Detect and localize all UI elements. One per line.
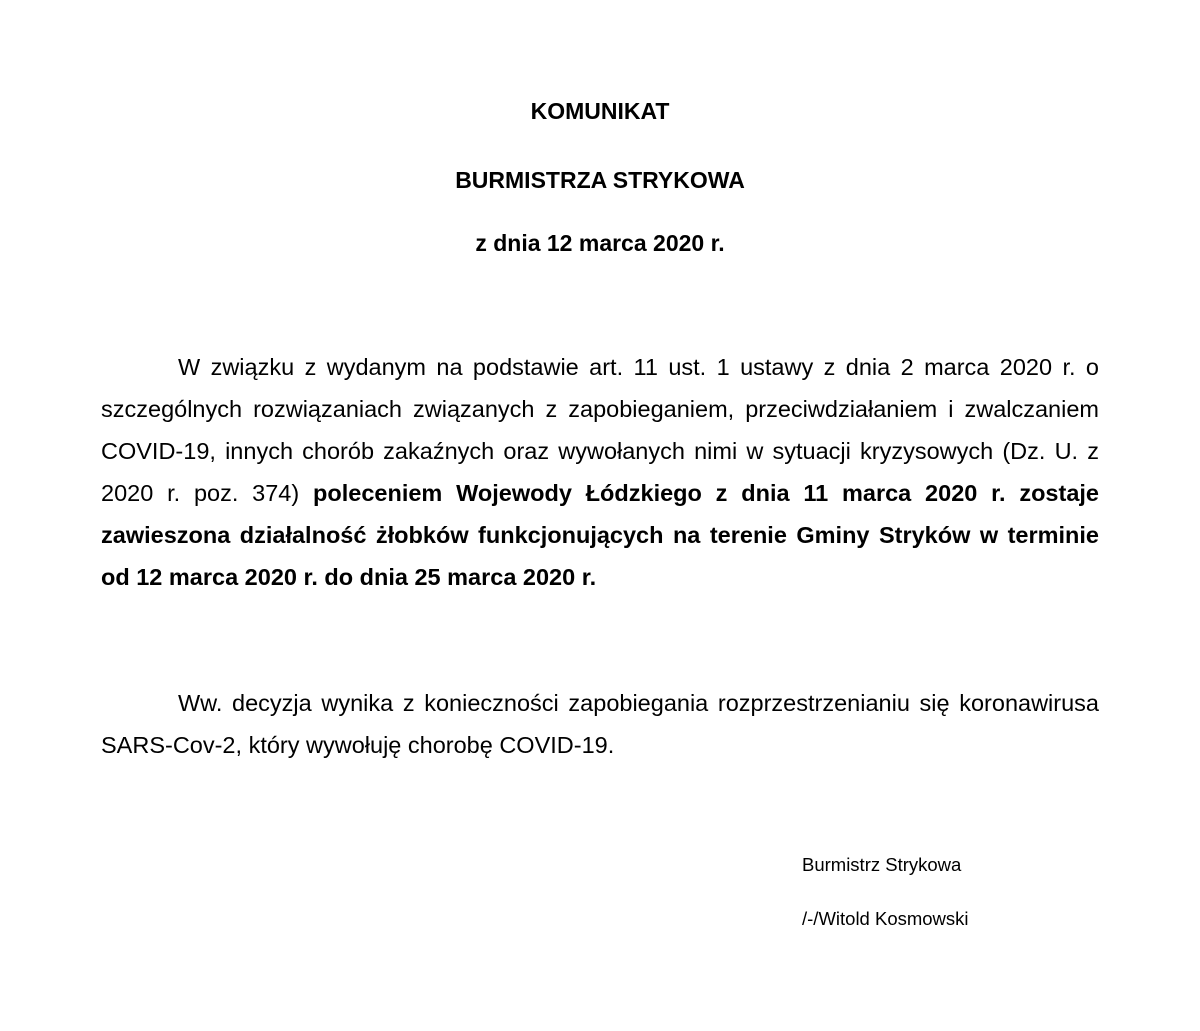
body-paragraph-reason: Ww. decyzja wynika z konieczności zapobiegania rozprzestrzenianiu się koronawirusa SARS-Cov-2, który wywołuję chorobę COVID-19. xyxy=(101,690,1099,758)
signature-name: /-/Witold Kosmowski xyxy=(802,908,969,929)
body-paragraph-announcement xyxy=(101,346,1099,598)
document-title: KOMUNIKAT xyxy=(530,98,670,124)
document-issuer: BURMISTRZA STRYKOWA xyxy=(455,167,745,193)
announcement-bold-text: poleceniem Wojewody Łódzkiego z dnia 11 marca 2020 r. zostaje zawieszona działalność żłobków funkcjonujących na terenie Gminy Stryków w terminie od 12 marca 2020 r. do dnia 25 marca 2020 r. xyxy=(101,480,1099,590)
document-date: z dnia 12 marca 2020 r. xyxy=(475,230,725,256)
signature-title: Burmistrz Strykowa xyxy=(802,854,962,875)
announcement-regular-text: W związku z wydanym na podstawie art. 11 ust. 1 ustawy z dnia 2 marca 2020 r. o szczególnych rozwiązaniach związanych z zapobieganiem, przeciwdziałaniem i zwalczaniem COVID-19, innych chorób zakaźnych oraz wywołanych nimi w sytuacji kryzysowych (Dz. U. z 2020 r. poz. 374) xyxy=(101,354,1099,506)
